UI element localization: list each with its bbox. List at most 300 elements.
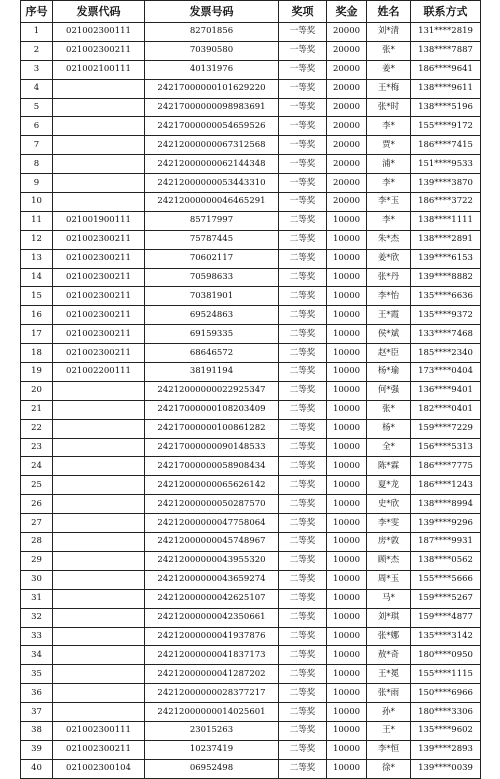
cell-invoice-code: [53, 117, 145, 136]
cell-contact: 187****9931: [411, 533, 481, 552]
cell-prize: 二等奖: [279, 363, 327, 382]
cell-name: 周*玉: [367, 570, 411, 589]
cell-name: 马*: [367, 589, 411, 608]
cell-contact: 159****5267: [411, 589, 481, 608]
cell-invoice-code: [53, 438, 145, 457]
cell-serial-number: 40: [21, 759, 53, 778]
cell-prize: 二等奖: [279, 665, 327, 684]
cell-name: 李*恒: [367, 740, 411, 759]
cell-invoice-number: 24212000000067312568: [145, 136, 279, 155]
cell-invoice-number: 24212000000042625107: [145, 589, 279, 608]
cell-contact: 131****2819: [411, 23, 481, 42]
cell-contact: 186****3722: [411, 193, 481, 212]
cell-prize-amount: 10000: [327, 551, 367, 570]
cell-prize-amount: 10000: [327, 589, 367, 608]
cell-invoice-code: 021002300211: [53, 230, 145, 249]
cell-serial-number: 17: [21, 325, 53, 344]
cell-prize-amount: 10000: [327, 570, 367, 589]
cell-invoice-number: 38191194: [145, 363, 279, 382]
cell-name: 孙*: [367, 703, 411, 722]
cell-contact: 139****2893: [411, 740, 481, 759]
cell-prize: 二等奖: [279, 533, 327, 552]
cell-invoice-number: 24212000000053443310: [145, 174, 279, 193]
cell-invoice-code: [53, 684, 145, 703]
cell-prize-amount: 10000: [327, 419, 367, 438]
cell-prize-amount: 10000: [327, 344, 367, 363]
cell-name: 敖*奇: [367, 646, 411, 665]
cell-name: 贾*: [367, 136, 411, 155]
cell-invoice-code: 021002300211: [53, 344, 145, 363]
cell-prize: 二等奖: [279, 608, 327, 627]
cell-serial-number: 13: [21, 249, 53, 268]
cell-serial-number: 37: [21, 703, 53, 722]
cell-invoice-number: 24212000000041837173: [145, 646, 279, 665]
cell-contact: 182****0401: [411, 400, 481, 419]
cell-invoice-code: [53, 155, 145, 174]
cell-contact: 155****5666: [411, 570, 481, 589]
cell-prize: 二等奖: [279, 400, 327, 419]
cell-invoice-number: 70390580: [145, 41, 279, 60]
cell-contact: 138****0562: [411, 551, 481, 570]
cell-invoice-number: 24212000000042350661: [145, 608, 279, 627]
cell-prize-amount: 10000: [327, 230, 367, 249]
cell-invoice-code: 021002300111: [53, 23, 145, 42]
cell-contact: 150****6966: [411, 684, 481, 703]
cell-name: 李*: [367, 117, 411, 136]
table-row: [21, 211, 481, 230]
cell-name: 张*娜: [367, 627, 411, 646]
cell-contact: 186****7775: [411, 457, 481, 476]
cell-contact: 151****9533: [411, 155, 481, 174]
cell-serial-number: 7: [21, 136, 53, 155]
table-row: [21, 627, 481, 646]
table-row: [21, 41, 481, 60]
cell-prize-amount: 10000: [327, 400, 367, 419]
cell-invoice-number: 69524863: [145, 306, 279, 325]
cell-prize: 二等奖: [279, 287, 327, 306]
cell-prize: 二等奖: [279, 627, 327, 646]
cell-serial-number: 23: [21, 438, 53, 457]
table-row: [21, 98, 481, 117]
cell-contact: 186****9641: [411, 60, 481, 79]
cell-prize-amount: 10000: [327, 438, 367, 457]
cell-invoice-code: [53, 627, 145, 646]
cell-contact: 139****6153: [411, 249, 481, 268]
header-invoice-code: 发票代码: [53, 1, 145, 23]
cell-prize-amount: 10000: [327, 721, 367, 740]
cell-contact: 138****8994: [411, 495, 481, 514]
cell-name: 杨*: [367, 419, 411, 438]
cell-invoice-number: 24212000000050287570: [145, 495, 279, 514]
cell-prize-amount: 10000: [327, 211, 367, 230]
cell-serial-number: 5: [21, 98, 53, 117]
cell-prize-amount: 10000: [327, 268, 367, 287]
cell-serial-number: 4: [21, 79, 53, 98]
cell-invoice-code: 021002300211: [53, 740, 145, 759]
table-row: [21, 249, 481, 268]
cell-serial-number: 22: [21, 419, 53, 438]
table-row: [21, 457, 481, 476]
table-row: [21, 174, 481, 193]
cell-serial-number: 16: [21, 306, 53, 325]
table-row: [21, 646, 481, 665]
cell-invoice-code: [53, 79, 145, 98]
cell-invoice-code: 021002100111: [53, 60, 145, 79]
cell-invoice-code: [53, 400, 145, 419]
cell-name: 徐*: [367, 759, 411, 778]
cell-prize: 一等奖: [279, 98, 327, 117]
cell-invoice-code: 021002300211: [53, 249, 145, 268]
winners-table: [20, 0, 481, 779]
cell-name: 张*丹: [367, 268, 411, 287]
cell-prize-amount: 10000: [327, 249, 367, 268]
cell-prize: 二等奖: [279, 740, 327, 759]
cell-contact: 180****3306: [411, 703, 481, 722]
cell-prize-amount: 10000: [327, 759, 367, 778]
cell-prize-amount: 10000: [327, 457, 367, 476]
cell-name: 王*梅: [367, 79, 411, 98]
cell-invoice-code: [53, 703, 145, 722]
cell-contact: 139****8882: [411, 268, 481, 287]
cell-prize: 一等奖: [279, 79, 327, 98]
cell-serial-number: 32: [21, 608, 53, 627]
table-row: [21, 551, 481, 570]
cell-name: 浦*: [367, 155, 411, 174]
cell-invoice-number: 70381901: [145, 287, 279, 306]
cell-name: 陈*霖: [367, 457, 411, 476]
cell-invoice-code: 021002300111: [53, 721, 145, 740]
cell-prize: 一等奖: [279, 117, 327, 136]
cell-prize: 一等奖: [279, 136, 327, 155]
cell-invoice-number: 24212000000045748967: [145, 533, 279, 552]
table-row: [21, 268, 481, 287]
cell-prize: 二等奖: [279, 476, 327, 495]
cell-contact: 135****6636: [411, 287, 481, 306]
cell-invoice-code: 021002300211: [53, 268, 145, 287]
cell-invoice-code: [53, 551, 145, 570]
winners-list-sheet: [20, 0, 480, 779]
cell-invoice-number: 24217000000108203409: [145, 400, 279, 419]
cell-invoice-number: 82701856: [145, 23, 279, 42]
cell-prize: 二等奖: [279, 211, 327, 230]
cell-prize-amount: 20000: [327, 117, 367, 136]
cell-name: 王*冕: [367, 665, 411, 684]
cell-invoice-code: [53, 533, 145, 552]
cell-invoice-number: 24212000000046465291: [145, 193, 279, 212]
cell-name: 史*欣: [367, 495, 411, 514]
cell-name: 姜*: [367, 60, 411, 79]
cell-prize-amount: 10000: [327, 287, 367, 306]
cell-invoice-number: 24212000000041287202: [145, 665, 279, 684]
cell-serial-number: 28: [21, 533, 53, 552]
cell-invoice-number: 24212000000043955320: [145, 551, 279, 570]
cell-invoice-number: 85717997: [145, 211, 279, 230]
cell-prize: 二等奖: [279, 646, 327, 665]
cell-invoice-code: 021002300211: [53, 306, 145, 325]
table-row: [21, 419, 481, 438]
table-row: [21, 60, 481, 79]
cell-invoice-code: [53, 514, 145, 533]
cell-invoice-number: 68646572: [145, 344, 279, 363]
cell-invoice-number: 10237419: [145, 740, 279, 759]
cell-serial-number: 10: [21, 193, 53, 212]
cell-prize-amount: 10000: [327, 703, 367, 722]
cell-contact: 173****0404: [411, 363, 481, 382]
header-serial-number: 序号: [21, 1, 53, 23]
cell-name: 赵*臣: [367, 344, 411, 363]
table-row: [21, 155, 481, 174]
cell-prize-amount: 10000: [327, 306, 367, 325]
table-row: [21, 533, 481, 552]
cell-invoice-code: 021001900111: [53, 211, 145, 230]
cell-invoice-number: 40131976: [145, 60, 279, 79]
cell-prize: 二等奖: [279, 438, 327, 457]
table-row: [21, 193, 481, 212]
table-row: [21, 589, 481, 608]
cell-contact: 159****7229: [411, 419, 481, 438]
cell-name: 李*怡: [367, 287, 411, 306]
cell-serial-number: 30: [21, 570, 53, 589]
cell-invoice-code: [53, 665, 145, 684]
cell-invoice-number: 24212000000041937876: [145, 627, 279, 646]
table-row: [21, 476, 481, 495]
cell-serial-number: 3: [21, 60, 53, 79]
cell-prize-amount: 10000: [327, 325, 367, 344]
cell-serial-number: 2: [21, 41, 53, 60]
header-prize: 奖项: [279, 1, 327, 23]
cell-contact: 155****9172: [411, 117, 481, 136]
cell-name: 何*强: [367, 381, 411, 400]
cell-prize-amount: 10000: [327, 684, 367, 703]
cell-invoice-number: 24212000000014025601: [145, 703, 279, 722]
cell-name: 刘*琪: [367, 608, 411, 627]
cell-prize-amount: 20000: [327, 136, 367, 155]
cell-contact: 135****9372: [411, 306, 481, 325]
cell-invoice-code: [53, 495, 145, 514]
cell-invoice-code: [53, 570, 145, 589]
cell-invoice-code: 021002300211: [53, 325, 145, 344]
cell-prize: 二等奖: [279, 419, 327, 438]
cell-invoice-code: [53, 419, 145, 438]
cell-invoice-number: 75787445: [145, 230, 279, 249]
cell-prize-amount: 10000: [327, 740, 367, 759]
table-row: [21, 230, 481, 249]
cell-prize: 二等奖: [279, 249, 327, 268]
table-row: [21, 703, 481, 722]
table-row: [21, 514, 481, 533]
cell-name: 房*敦: [367, 533, 411, 552]
table-row: [21, 344, 481, 363]
cell-serial-number: 36: [21, 684, 53, 703]
cell-invoice-code: [53, 646, 145, 665]
cell-prize-amount: 20000: [327, 155, 367, 174]
table-header-row: [21, 1, 481, 23]
cell-invoice-number: 24212000000028377217: [145, 684, 279, 703]
header-prize-amount: 奖金: [327, 1, 367, 23]
table-row: [21, 136, 481, 155]
cell-contact: 138****7887: [411, 41, 481, 60]
cell-invoice-number: 06952498: [145, 759, 279, 778]
cell-invoice-code: 021002300211: [53, 41, 145, 60]
table-row: [21, 740, 481, 759]
table-row: [21, 117, 481, 136]
cell-contact: 159****4877: [411, 608, 481, 627]
cell-contact: 138****9611: [411, 79, 481, 98]
cell-prize-amount: 10000: [327, 646, 367, 665]
cell-invoice-code: [53, 476, 145, 495]
cell-serial-number: 14: [21, 268, 53, 287]
cell-prize-amount: 10000: [327, 608, 367, 627]
cell-prize-amount: 10000: [327, 476, 367, 495]
cell-contact: 186****1243: [411, 476, 481, 495]
cell-serial-number: 9: [21, 174, 53, 193]
cell-serial-number: 1: [21, 23, 53, 42]
table-row: [21, 306, 481, 325]
cell-serial-number: 33: [21, 627, 53, 646]
cell-name: 夏*龙: [367, 476, 411, 495]
cell-prize-amount: 20000: [327, 79, 367, 98]
cell-name: 张*: [367, 400, 411, 419]
cell-name: 张*: [367, 41, 411, 60]
cell-serial-number: 21: [21, 400, 53, 419]
cell-prize-amount: 20000: [327, 193, 367, 212]
cell-name: 张*雨: [367, 684, 411, 703]
header-contact: 联系方式: [411, 1, 481, 23]
cell-prize-amount: 10000: [327, 495, 367, 514]
table-row: [21, 570, 481, 589]
cell-invoice-number: 70598633: [145, 268, 279, 287]
cell-invoice-number: 24217000000054659526: [145, 117, 279, 136]
cell-prize: 二等奖: [279, 325, 327, 344]
cell-invoice-code: 021002300211: [53, 287, 145, 306]
cell-prize-amount: 20000: [327, 23, 367, 42]
table-row: [21, 381, 481, 400]
cell-name: 王*: [367, 721, 411, 740]
cell-contact: 133****7468: [411, 325, 481, 344]
cell-invoice-number: 24217000000090148533: [145, 438, 279, 457]
cell-name: 刘*清: [367, 23, 411, 42]
cell-contact: 155****1115: [411, 665, 481, 684]
cell-invoice-code: [53, 136, 145, 155]
cell-invoice-number: 24212000000065626142: [145, 476, 279, 495]
cell-contact: 186****7415: [411, 136, 481, 155]
table-row: [21, 363, 481, 382]
cell-prize: 二等奖: [279, 703, 327, 722]
cell-prize: 二等奖: [279, 381, 327, 400]
cell-name: 侯*斌: [367, 325, 411, 344]
cell-invoice-code: [53, 589, 145, 608]
cell-serial-number: 39: [21, 740, 53, 759]
cell-prize: 一等奖: [279, 193, 327, 212]
cell-name: 全*: [367, 438, 411, 457]
cell-prize-amount: 10000: [327, 533, 367, 552]
cell-prize: 二等奖: [279, 268, 327, 287]
cell-invoice-number: 23015263: [145, 721, 279, 740]
table-row: [21, 325, 481, 344]
cell-prize: 二等奖: [279, 551, 327, 570]
cell-prize-amount: 10000: [327, 665, 367, 684]
cell-serial-number: 15: [21, 287, 53, 306]
table-row: [21, 721, 481, 740]
cell-prize: 二等奖: [279, 589, 327, 608]
cell-name: 李*玉: [367, 193, 411, 212]
table-row: [21, 608, 481, 627]
cell-invoice-code: 021002200111: [53, 363, 145, 382]
cell-prize-amount: 10000: [327, 381, 367, 400]
cell-serial-number: 27: [21, 514, 53, 533]
table-row: [21, 79, 481, 98]
cell-contact: 138****2891: [411, 230, 481, 249]
cell-name: 李*: [367, 211, 411, 230]
cell-prize-amount: 20000: [327, 41, 367, 60]
cell-invoice-code: 021002300104: [53, 759, 145, 778]
cell-prize: 二等奖: [279, 495, 327, 514]
cell-prize-amount: 20000: [327, 98, 367, 117]
table-row: [21, 684, 481, 703]
cell-contact: 185****2340: [411, 344, 481, 363]
header-name: 姓名: [367, 1, 411, 23]
cell-serial-number: 6: [21, 117, 53, 136]
cell-contact: 135****9602: [411, 721, 481, 740]
cell-prize: 二等奖: [279, 457, 327, 476]
cell-serial-number: 25: [21, 476, 53, 495]
table-row: [21, 759, 481, 778]
cell-serial-number: 24: [21, 457, 53, 476]
cell-name: 王*霞: [367, 306, 411, 325]
cell-serial-number: 38: [21, 721, 53, 740]
table-row: [21, 23, 481, 42]
cell-prize: 二等奖: [279, 721, 327, 740]
cell-name: 朱*杰: [367, 230, 411, 249]
cell-serial-number: 26: [21, 495, 53, 514]
cell-serial-number: 34: [21, 646, 53, 665]
cell-prize: 一等奖: [279, 60, 327, 79]
cell-serial-number: 19: [21, 363, 53, 382]
cell-invoice-number: 24217000000058908434: [145, 457, 279, 476]
cell-prize: 二等奖: [279, 759, 327, 778]
cell-prize: 二等奖: [279, 230, 327, 249]
cell-prize: 一等奖: [279, 23, 327, 42]
cell-prize: 二等奖: [279, 684, 327, 703]
table-row: [21, 495, 481, 514]
cell-serial-number: 11: [21, 211, 53, 230]
cell-contact: 139****3870: [411, 174, 481, 193]
cell-contact: 136****9401: [411, 381, 481, 400]
cell-prize: 二等奖: [279, 514, 327, 533]
cell-serial-number: 35: [21, 665, 53, 684]
table-row: [21, 400, 481, 419]
cell-invoice-code: [53, 457, 145, 476]
cell-prize-amount: 10000: [327, 627, 367, 646]
cell-invoice-code: [53, 381, 145, 400]
cell-prize-amount: 10000: [327, 514, 367, 533]
cell-prize-amount: 10000: [327, 363, 367, 382]
cell-prize: 一等奖: [279, 155, 327, 174]
cell-invoice-code: [53, 608, 145, 627]
cell-serial-number: 8: [21, 155, 53, 174]
cell-prize-amount: 20000: [327, 174, 367, 193]
cell-serial-number: 18: [21, 344, 53, 363]
cell-prize: 一等奖: [279, 174, 327, 193]
cell-invoice-number: 24212000000062144348: [145, 155, 279, 174]
cell-serial-number: 29: [21, 551, 53, 570]
table-row: [21, 287, 481, 306]
cell-contact: 138****5196: [411, 98, 481, 117]
cell-name: 李*雯: [367, 514, 411, 533]
table-row: [21, 438, 481, 457]
header-invoice-number: 发票号码: [145, 1, 279, 23]
cell-serial-number: 31: [21, 589, 53, 608]
